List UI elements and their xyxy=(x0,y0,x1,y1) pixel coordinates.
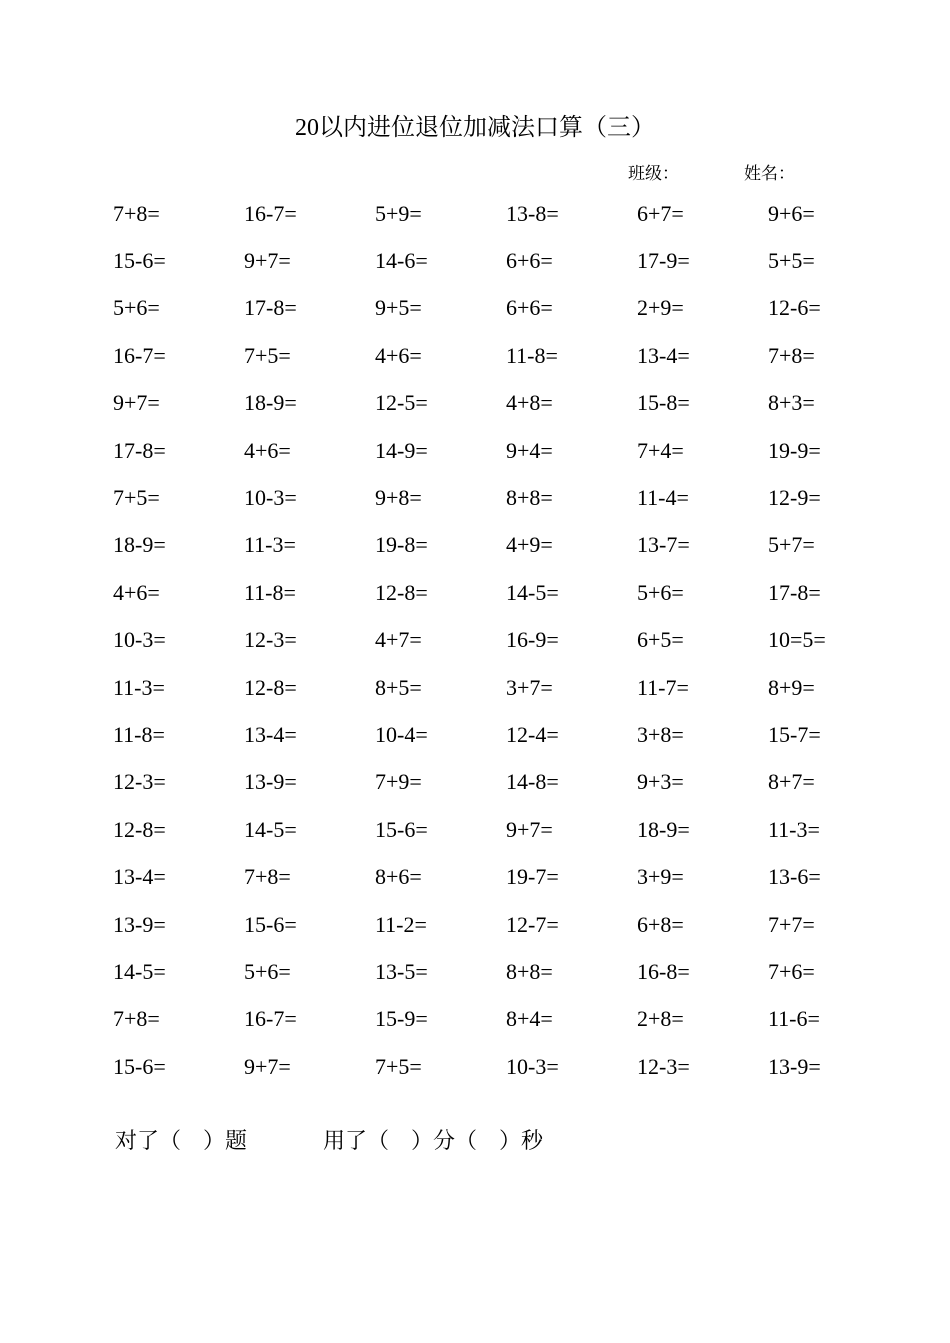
problem-item: 4+7= xyxy=(375,627,422,653)
problem-item: 7+5= xyxy=(113,485,160,511)
problem-item: 4+9= xyxy=(506,532,553,558)
problem-item: 12-4= xyxy=(506,721,559,747)
problem-item: 12-3= xyxy=(244,627,297,653)
problem-item: 16-9= xyxy=(506,627,559,653)
problem-item: 18-9= xyxy=(637,816,690,842)
problem-item: 5+7= xyxy=(768,532,815,558)
problem-item: 12-3= xyxy=(637,1053,690,1079)
footer xyxy=(104,1096,543,1156)
problem-item: 8+6= xyxy=(375,864,422,890)
problem-item: 9+6= xyxy=(768,200,815,226)
problem-item: 13-7= xyxy=(637,532,690,558)
problem-item: 10-3= xyxy=(506,1053,559,1079)
problem-item: 12-9= xyxy=(768,485,821,511)
time-used-field: 用了（ ）分（ ）秒 xyxy=(323,1128,544,1153)
problem-item: 10-3= xyxy=(244,485,297,511)
problem-item: 5+6= xyxy=(113,295,160,321)
problem-item: 6+7= xyxy=(637,200,684,226)
problem-item: 5+6= xyxy=(244,958,291,984)
problem-item: 13-4= xyxy=(637,342,690,368)
problem-item: 13-9= xyxy=(768,1053,821,1079)
problem-item: 15-6= xyxy=(244,911,297,937)
problem-item: 18-9= xyxy=(113,532,166,558)
problem-item: 4+6= xyxy=(113,579,160,605)
problem-row xyxy=(113,285,913,332)
problem-item: 11-8= xyxy=(244,579,296,605)
problem-item: 13-6= xyxy=(768,864,821,890)
problem-item: 14-5= xyxy=(244,816,297,842)
problem-row xyxy=(113,901,913,948)
class-label: 班级： xyxy=(628,164,679,183)
problem-item: 7+9= xyxy=(375,769,422,795)
problem-item: 15-7= xyxy=(768,721,821,747)
problem-item: 13-8= xyxy=(506,200,559,226)
problem-item: 14-6= xyxy=(375,248,428,274)
problem-item: 7+7= xyxy=(768,911,815,937)
problem-row xyxy=(113,996,913,1043)
problem-item: 4+6= xyxy=(375,342,422,368)
problem-item: 17-8= xyxy=(768,579,821,605)
problem-item: 11-7= xyxy=(637,674,689,700)
problem-item: 8+8= xyxy=(506,958,553,984)
problem-item: 8+3= xyxy=(768,390,815,416)
problem-item: 11-8= xyxy=(113,721,165,747)
problem-item: 2+9= xyxy=(637,295,684,321)
problem-row xyxy=(113,237,913,284)
problem-row xyxy=(113,427,913,474)
problem-item: 6+8= xyxy=(637,911,684,937)
problem-item: 16-7= xyxy=(244,200,297,226)
problem-item: 3+7= xyxy=(506,674,553,700)
problem-item: 8+9= xyxy=(768,674,815,700)
problem-item: 11-8= xyxy=(506,342,558,368)
problem-item: 6+6= xyxy=(506,295,553,321)
worksheet-title: 20以内进位退位加减法口算（三） xyxy=(295,115,655,141)
problem-item: 13-4= xyxy=(244,721,297,747)
problem-item: 17-8= xyxy=(113,437,166,463)
problem-item: 5+5= xyxy=(768,248,815,274)
problem-item: 10-3= xyxy=(113,627,166,653)
problem-item: 5+6= xyxy=(637,579,684,605)
problem-item: 7+4= xyxy=(637,437,684,463)
problem-item: 12-7= xyxy=(506,911,559,937)
problem-item: 9+4= xyxy=(506,437,553,463)
problem-item: 6+6= xyxy=(506,248,553,274)
problem-item: 15-6= xyxy=(375,816,428,842)
problem-item: 7+8= xyxy=(113,1006,160,1032)
problem-item: 3+9= xyxy=(637,864,684,890)
problem-item: 16-8= xyxy=(637,958,690,984)
problem-item: 16-7= xyxy=(244,1006,297,1032)
problem-row xyxy=(113,759,913,806)
problem-item: 12-5= xyxy=(375,390,428,416)
problem-item: 12-8= xyxy=(375,579,428,605)
problem-item: 4+8= xyxy=(506,390,553,416)
problem-item: 10=5= xyxy=(768,627,826,653)
problem-item: 12-6= xyxy=(768,295,821,321)
problem-item: 12-8= xyxy=(244,674,297,700)
problem-row xyxy=(113,948,913,995)
problem-item: 15-9= xyxy=(375,1006,428,1032)
problem-item: 11-3= xyxy=(113,674,165,700)
problem-row xyxy=(113,664,913,711)
problem-item: 5+9= xyxy=(375,200,422,226)
problem-item: 7+5= xyxy=(244,342,291,368)
problem-grid xyxy=(113,190,913,1090)
problem-item: 14-5= xyxy=(113,958,166,984)
problem-item: 7+6= xyxy=(768,958,815,984)
name-label: 姓名： xyxy=(744,164,795,183)
problem-item: 9+5= xyxy=(375,295,422,321)
problem-item: 7+5= xyxy=(375,1053,422,1079)
problem-item: 14-5= xyxy=(506,579,559,605)
problem-item: 9+7= xyxy=(113,390,160,416)
problem-item: 19-7= xyxy=(506,864,559,890)
problem-item: 13-5= xyxy=(375,958,428,984)
problem-item: 10-4= xyxy=(375,721,428,747)
problem-row xyxy=(113,711,913,758)
problem-row xyxy=(113,617,913,664)
problem-item: 9+7= xyxy=(506,816,553,842)
problem-item: 12-3= xyxy=(113,769,166,795)
problem-item: 17-8= xyxy=(244,295,297,321)
problem-item: 8+7= xyxy=(768,769,815,795)
problem-item: 12-8= xyxy=(113,816,166,842)
problem-item: 19-9= xyxy=(768,437,821,463)
problem-item: 9+8= xyxy=(375,485,422,511)
problem-item: 18-9= xyxy=(244,390,297,416)
problem-item: 8+4= xyxy=(506,1006,553,1032)
problem-item: 7+8= xyxy=(113,200,160,226)
problem-item: 17-9= xyxy=(637,248,690,274)
problem-item: 8+5= xyxy=(375,674,422,700)
problem-item: 2+8= xyxy=(637,1006,684,1032)
problem-row xyxy=(113,853,913,900)
problem-item: 9+7= xyxy=(244,248,291,274)
problem-item: 19-8= xyxy=(375,532,428,558)
problem-item: 15-6= xyxy=(113,1053,166,1079)
problem-item: 11-3= xyxy=(768,816,820,842)
problem-row xyxy=(113,569,913,616)
problem-item: 11-6= xyxy=(768,1006,820,1032)
problem-item: 15-8= xyxy=(637,390,690,416)
problem-item: 15-6= xyxy=(113,248,166,274)
problem-item: 8+8= xyxy=(506,485,553,511)
problem-row xyxy=(113,522,913,569)
problem-row xyxy=(113,806,913,853)
problem-row xyxy=(113,190,913,237)
problem-item: 11-4= xyxy=(637,485,689,511)
problem-item: 6+5= xyxy=(637,627,684,653)
problem-item: 4+6= xyxy=(244,437,291,463)
problem-item: 7+8= xyxy=(768,342,815,368)
problem-row xyxy=(113,474,913,521)
problem-item: 11-3= xyxy=(244,532,296,558)
problem-row xyxy=(113,380,913,427)
problem-item: 16-7= xyxy=(113,342,166,368)
correct-count-field: 对了（ ）题 xyxy=(115,1128,248,1153)
problem-item: 7+8= xyxy=(244,864,291,890)
problem-row xyxy=(113,332,913,379)
problem-item: 9+3= xyxy=(637,769,684,795)
problem-item: 13-9= xyxy=(244,769,297,795)
problem-item: 11-2= xyxy=(375,911,427,937)
problem-item: 14-9= xyxy=(375,437,428,463)
problem-item: 13-4= xyxy=(113,864,166,890)
problem-item: 3+8= xyxy=(637,721,684,747)
problem-item: 14-8= xyxy=(506,769,559,795)
problem-item: 13-9= xyxy=(113,911,166,937)
problem-item: 9+7= xyxy=(244,1053,291,1079)
problem-row xyxy=(113,1043,913,1090)
